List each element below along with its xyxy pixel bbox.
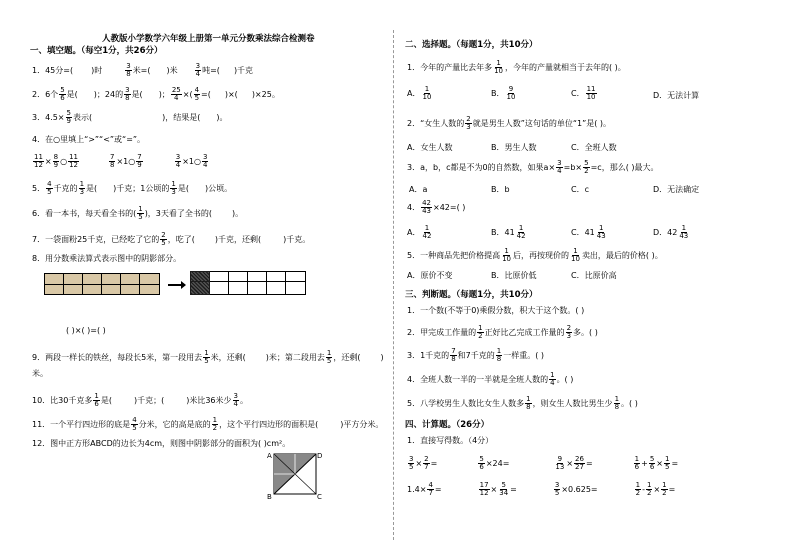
choice-1: 1．今年的产量比去年多 $\frac{1}{10}$ ，今年的产量就相当于去年的( )。 [407,59,626,75]
question-5: 5． $\frac{4}{5}$ 千克的 $\frac{1}{3}$ 是( )千克；1 公顷的 $\frac{1}{3}$ 是( )公顷。 [32,180,233,196]
choice-4-option-a[interactable]: A． $\frac{1}{42}$ [407,224,432,240]
fraction: $\frac{7}{9}$ [137,153,142,169]
choice-4-option-c[interactable]: C．41 $\frac{1}{43}$ [571,224,606,240]
fraction: $\frac{4}{5}$ [132,416,137,432]
choice-2: 2．“女生人数的 $\frac{2}{3}$ 就是男生人数”这句话的单位“1”是( )。 [407,115,612,131]
fraction: $\frac{1}{43}$ [596,224,606,240]
fraction: $\frac{7}{8}$ [110,153,115,169]
choice-1-option-d[interactable]: D．无法计算 [653,91,700,100]
question-1: 1．45分=( )时 $\frac{3}{8}$ 米=( )米 $\frac{3}{4}$ 吨=( )千克 [32,62,254,78]
arrow-icon [168,284,182,286]
fraction: $\frac{11}{12}$ [69,153,78,169]
fraction: $\frac{3}{4}$ [557,159,562,175]
fraction: $\frac{1}{2}$ [647,481,652,497]
fraction: $\frac{5}{9}$ [66,109,71,125]
fraction: $\frac{3}{8}$ [125,86,130,102]
fraction: $\frac{1}{5}$ [326,349,332,365]
section-multiple-choice: 二、选择题。（每题1分，共10分） [405,40,538,50]
left-column [30,0,390,560]
calc-row-1: $\frac{3}{5}$ × $\frac{2}{7}$ = $\frac{5}{6}$ ×24= $\frac{9}{13}$ × $\frac{26}{27}$ = $\frac{1}{6}$ + $\frac{5}{6}$ × $\frac{1}{5}$ = [409,455,679,471]
fraction: $\frac{17}{12}$ [479,481,489,497]
fraction: $\frac{1}{4}$ [550,371,555,387]
choice-2-option-c[interactable]: C．全班人数 [571,143,617,152]
compare-circle[interactable]: ○ [60,156,68,166]
fraction: $\frac{2}{7}$ [424,455,429,471]
svg-text:B: B [267,493,272,500]
shaded-cell-top [190,271,210,295]
choice-2-option-a[interactable]: A．女生人数 [407,143,453,152]
choice-3: 3．a，b，c都是不为0的自然数，如果a× $\frac{3}{4}$ =b× $\frac{5}{2}$ =c，那么( )最大。 [407,159,659,175]
fraction: $\frac{5}{6}$ [479,455,484,471]
choice-1-option-b[interactable]: B． $\frac{9}{10}$ [491,85,516,101]
fraction: $\frac{1}{10}$ [422,85,432,101]
question-9-cont: 米。 [32,369,48,378]
fraction: $\frac{42}{43}$ [422,199,432,215]
fraction: $\frac{1}{10}$ [494,59,504,75]
fraction: $\frac{2}{5}$ [161,231,166,247]
fraction: $\frac{4}{5}$ [47,180,52,196]
fraction: $\frac{1}{2}$ [635,481,641,497]
fraction: $\frac{1}{42}$ [422,224,432,240]
choice-4-option-b[interactable]: B．41 $\frac{1}{42}$ [491,224,526,240]
fraction: $\frac{1}{2}$ [662,481,667,497]
fraction: $\frac{1}{42}$ [516,224,526,240]
fraction: $\frac{5}{6}$ [649,455,655,471]
judge-3: 3．1千克的 $\frac{7}{8}$ 和7千克的 $\frac{1}{8}$ 一样重。( ) [407,347,545,363]
fraction: $\frac{1}{5}$ [138,205,143,221]
choice-3-option-c[interactable]: C．c [571,185,589,194]
fraction: $\frac{1}{10}$ [571,247,580,263]
question-7: 7．一袋面粉25千克，已经吃了它的 $\frac{2}{5}$ ，吃了( )千克，还剩( )千克。 [32,231,311,247]
choice-5-option-a[interactable]: A．原价不变 [407,271,453,280]
compare-circle[interactable]: ×1○ [182,156,201,166]
question-12: 12．图中正方形ABCD的边长为4cm，则图中阴影部分的面积为( )cm²。 [32,439,291,448]
fraction: $\frac{1}{6}$ [94,392,99,408]
fraction: $\frac{1}{5}$ [204,349,209,365]
fraction: $\frac{3}{5}$ [409,455,414,471]
compare-circle[interactable]: ○ [128,156,136,166]
fraction: $\frac{1}{10}$ [502,247,512,263]
svg-text:C: C [317,493,322,500]
fraction: $\frac{1}{8}$ [496,347,502,363]
fraction: $\frac{5}{2}$ [584,159,589,175]
svg-text:D: D [317,452,323,460]
fraction: $\frac{1}{2}$ [212,416,218,432]
question-8-answer: ( )×( )=( ) [66,326,106,335]
question-8: 8．用分数乘法算式表示图中的阴影部分。 [32,254,182,263]
question-3: 3．4.5× $\frac{5}{9}$ 表示( )， 结果是( )。 [32,109,228,125]
choice-3-option-a[interactable]: A．a [409,185,428,194]
fraction: $\frac{1}{43}$ [679,224,689,240]
fraction: $\frac{11}{10}$ [586,85,596,101]
fraction: $\frac{2}{3}$ [466,115,471,131]
choice-5-option-b[interactable]: B．比原价低 [491,271,537,280]
page-title: 人教版小学数学六年级上册第一单元分数乘法综合检测卷 [102,34,315,44]
fraction: $\frac{1}{8}$ [614,395,620,411]
choice-1-option-c[interactable]: C． $\frac{11}{10}$ [571,85,596,101]
choice-2-option-b[interactable]: B．男生人数 [491,143,537,152]
fraction: $\frac{9}{10}$ [506,85,516,101]
choice-5: 5．一种商品先把价格提高 $\frac{1}{10}$ 后，再按现价的 $\frac{1}{10}$ 卖出，最后的价格( )。 [407,247,663,263]
section-fill-in: 一、填空题。（每空1分，共26分） [30,46,163,56]
question-9: 9．两段一样长的铁丝，每段长5米，第一段用去 $\frac{1}{5}$ 米，还剩( )米；第二段用去 $\frac{1}{5}$ ，还剩( ) [32,349,384,365]
square-abcd-diagram [266,450,324,500]
fraction: $\frac{3}{4}$ [195,62,201,78]
calc-1-heading: 1．直接写得数。（4分） [407,436,494,445]
judge-4: 4．全班人数一半的一半就是全班人数的 $\frac{1}{4}$ 。( ) [407,371,574,387]
calc-row-2: 1.4× $\frac{4}{7}$ = $\frac{17}{12}$ × $\frac{5}{34}$ = $\frac{3}{5}$ ×0.625= $\frac{1}{2}$ - $\frac{1}{2}$ × $\frac{1}{2}$ = [407,481,676,497]
fraction: $\frac{1}{3}$ [79,180,85,196]
fraction: $\frac{4}{7}$ [428,481,433,497]
bar-midline [44,284,160,285]
fraction: $\frac{7}{8}$ [451,347,456,363]
fraction: $\frac{5}{6}$ [60,86,65,102]
fraction: $\frac{5}{34}$ [499,481,509,497]
fraction: $\frac{1}{2}$ [478,324,483,340]
right-column [405,0,775,560]
svg-text:A: A [267,452,272,460]
question-4: 4．在○里填上“>”“<”或“=”。 [32,135,146,144]
fraction: $\frac{9}{13}$ [555,455,565,471]
question-6: 6．看一本书，每天看全书的( $\frac{1}{5}$ )，3天看了全书的( )。 [32,205,244,221]
section-calculation: 四、计算题。（26分） [405,420,490,430]
judge-2: 2．甲完成工作量的 $\frac{1}{2}$ 正好比乙完成工作量的 $\frac{2}{3}$ 多。( ) [407,324,598,340]
fraction: $\frac{25}{4}$ [171,86,181,102]
fraction: $\frac{3}{5}$ [554,481,560,497]
choice-4-option-d[interactable]: D．42 $\frac{1}{43}$ [653,224,689,240]
fraction: $\frac{1}{6}$ [634,455,640,471]
fraction: $\frac{1}{8}$ [526,395,531,411]
question-4-comparisons: $\frac{11}{12}$ × $\frac{8}{9}$ ○ $\frac{11}{12}$ $\frac{7}{8}$ ×1 ○ $\frac{7}{9}$ $\frac{3}{4}$ ×1○ $\frac{3}{4}$ [34,153,208,169]
section-true-false: 三、判断题。（每题1分，共10分） [405,290,538,300]
fraction: $\frac{11}{12}$ [34,153,43,169]
fraction: $\frac{3}{4}$ [202,153,208,169]
fraction: $\frac{8}{9}$ [53,153,59,169]
choice-3-option-d[interactable]: D．无法确定 [653,185,700,194]
fraction: $\frac{2}{3}$ [566,324,572,340]
question-11: 11．一个平行四边形的底是 $\frac{4}{5}$ 分米，它的高是底的 $\frac{1}{2}$ ，这个平行四边形的面积是( )平方分米。 [32,416,384,432]
fraction: $\frac{3}{4}$ [233,392,238,408]
question-2: 2．6个 $\frac{5}{6}$ 是( )；24的 $\frac{3}{8}$ 是( )； $\frac{25}{4}$ ×( $\frac{4}{5}$ =( )×( )×25。 [32,86,280,102]
fraction: $\frac{3}{4}$ [175,153,181,169]
fraction: $\frac{1}{5}$ [665,455,670,471]
choice-4: 4． $\frac{42}{43}$ ×42=( ) [407,199,466,215]
fraction: $\frac{4}{5}$ [194,86,200,102]
column-divider [393,30,394,540]
judge-5: 5．八学校男生人数比女生人数多 $\frac{1}{8}$ ，则女生人数比男生少 $\frac{1}{8}$ 。( ) [407,395,638,411]
fraction: $\frac{1}{3}$ [171,180,176,196]
fraction: $\frac{3}{8}$ [126,62,131,78]
choice-1-option-a[interactable]: A． $\frac{1}{10}$ [407,85,432,101]
choice-5-option-c[interactable]: C．比原价高 [571,271,617,280]
judge-1: 1．一个数(不等于0)乘假分数，积大于这个数。( ) [407,306,585,315]
question-10: 10．比30千克多 $\frac{1}{6}$ 是( )千克；( )米比36米少 $\frac{3}{4}$ 。 [32,392,248,408]
choice-3-option-b[interactable]: B．b [491,185,510,194]
fraction: $\frac{26}{27}$ [575,455,584,471]
